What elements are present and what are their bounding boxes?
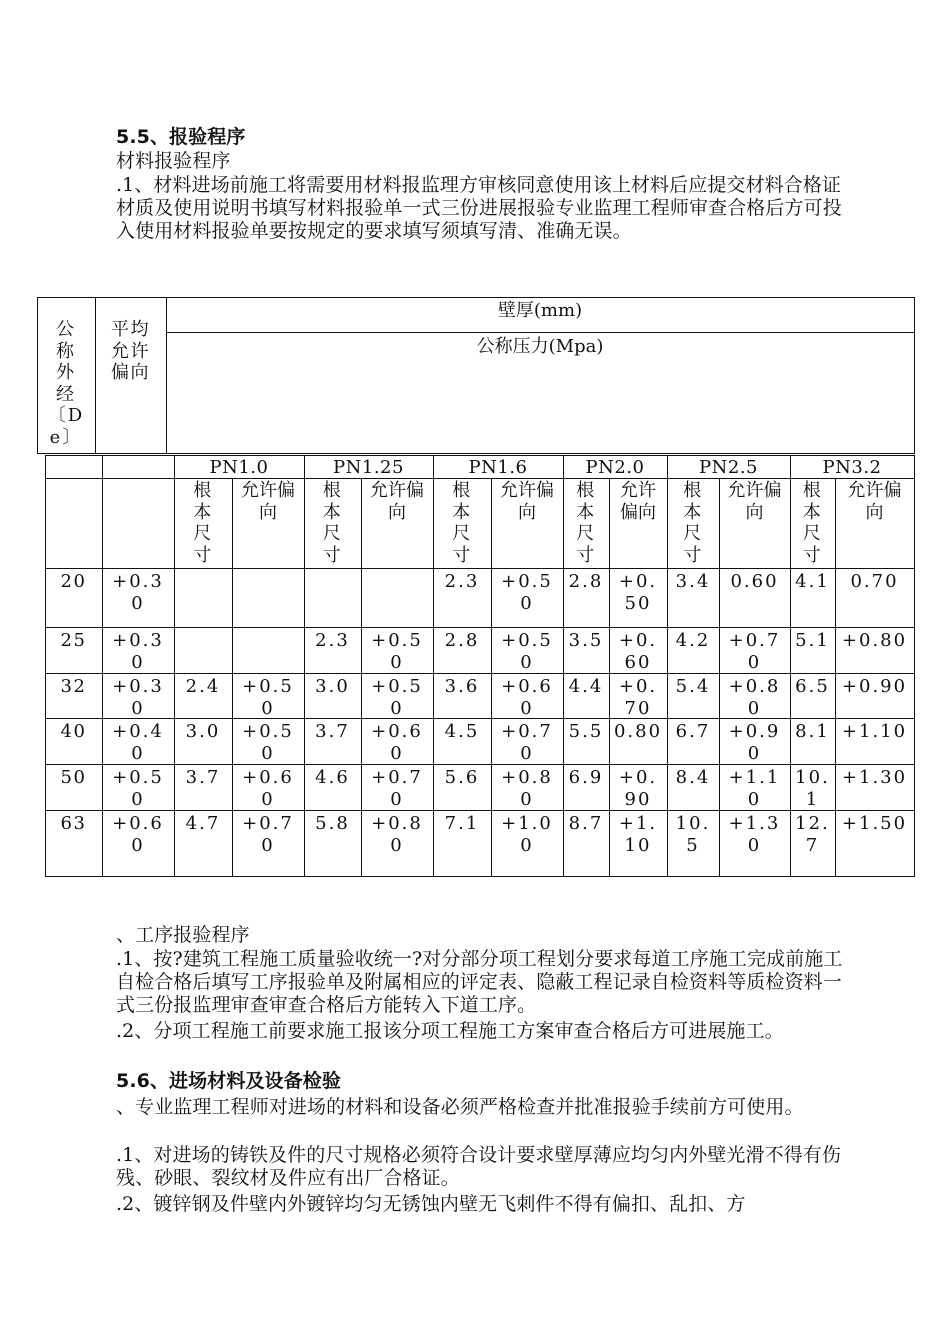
- table-cell-deviation: +0.70: [242, 813, 294, 856]
- table-cell-avg-deviation: +0.50: [112, 767, 164, 810]
- pn-label: PN3.2: [822, 457, 882, 478]
- table-cell-deviation: +0.70: [728, 630, 781, 673]
- table-cell-size: 3.7: [185, 767, 221, 788]
- table-cell-deviation: +0.50: [242, 721, 294, 764]
- table-cell-size: 5.8: [315, 813, 350, 834]
- process-paragraph-2: .2、分项工程施工前要求施工报该分项工程施工方案审查合格后方可进展施工。: [116, 1020, 784, 1042]
- table-cell-size: 8.7: [568, 813, 604, 834]
- table-cell-deviation: +0.60: [501, 676, 553, 719]
- subheader-basic-size: 根本尺寸: [452, 480, 472, 566]
- table-cell-size: 4.4: [568, 676, 604, 697]
- table-cell-size: 7.1: [444, 813, 480, 834]
- table-cell-size: 10.5: [675, 813, 711, 856]
- table-cell-deviation: [232, 569, 304, 628]
- table-cell-deviation: +0.50: [371, 630, 423, 673]
- table-cell-deviation: +1.50: [841, 813, 908, 834]
- table-cell-deviation: [232, 628, 304, 674]
- table-cell-deviation: +0.80: [371, 813, 423, 856]
- table-cell-size: 2.4: [185, 676, 221, 697]
- table-cell-deviation: 0.70: [850, 571, 899, 592]
- table-cell-avg-deviation: +0.30: [112, 630, 164, 673]
- table-cell-size: 4.7: [185, 813, 221, 834]
- table-cell-deviation: +0.50: [618, 571, 658, 614]
- table-cell-size: 4.2: [675, 630, 711, 651]
- table-border: [166, 332, 915, 333]
- table-cell-od: 40: [60, 721, 87, 742]
- table-cell-size: 5.6: [444, 767, 480, 788]
- table-cell-deviation: +0.70: [501, 721, 553, 764]
- table-cell-deviation: +0.60: [618, 630, 658, 673]
- table-cell-deviation: +0.50: [501, 571, 553, 614]
- pn-label: PN2.0: [585, 457, 645, 478]
- table-cell-deviation: [361, 569, 433, 628]
- table-border: [95, 297, 96, 453]
- table-cell-size: 6.5: [795, 676, 830, 697]
- table-cell-deviation: +0.80: [728, 676, 781, 719]
- table-cell-size: 4.1: [795, 571, 830, 592]
- table-cell-deviation: +1.30: [841, 767, 908, 788]
- subheader-basic-size: 根本尺寸: [683, 480, 703, 566]
- table-cell-deviation: +0.80: [841, 630, 908, 651]
- subheader-allowed-deviation: 允许偏向: [847, 480, 902, 523]
- table-cell-size: 3.7: [315, 721, 350, 742]
- equipment-paragraph-2: .2、镀锌钢及件壁内外镀锌均匀无锈蚀内壁无飞刺件不得有偏扣、乱扣、方: [116, 1193, 746, 1215]
- table-cell-od: 63: [60, 813, 87, 834]
- subheader-allowed-deviation: 允许偏向: [370, 480, 424, 523]
- table-cell-size: [174, 569, 232, 628]
- pn-label: PN1.6: [468, 457, 528, 478]
- table-cell-deviation: +1.10: [618, 813, 658, 856]
- table-cell-size: 8.1: [795, 721, 830, 742]
- table-cell-size: 5.5: [568, 721, 604, 742]
- table-cell-size: 5.1: [795, 630, 830, 651]
- pn-label: PN1.25: [333, 457, 404, 478]
- table-cell-size: 3.6: [444, 676, 480, 697]
- subheading-material-inspection: 材料报验程序: [116, 150, 231, 172]
- header-average-deviation: 平均允许偏向: [111, 319, 150, 383]
- table-cell-size: 2.8: [568, 571, 604, 592]
- table-cell-deviation: +0.90: [618, 767, 658, 810]
- table-cell-deviation: +0.60: [371, 721, 423, 764]
- table-cell-size: 12.7: [795, 813, 830, 856]
- table-cell-deviation: +0.70: [371, 767, 423, 810]
- table-cell-deviation: +1.00: [501, 813, 553, 856]
- subheader-basic-size: 根本尺寸: [576, 480, 596, 566]
- header-nominal-pressure: 公称压力(Mpa): [476, 336, 604, 357]
- table-cell-deviation: +1.10: [841, 721, 908, 742]
- equipment-paragraph-1: .1、对进场的铸铁及件的尺寸规格必须符合设计要求壁厚薄应均匀内外壁光滑不得有伤残、砂眼、裂纹材及件应有出厂合格证。: [116, 1144, 842, 1189]
- table-cell-deviation: +0.50: [242, 676, 294, 719]
- table-cell-size: 3.0: [185, 721, 221, 742]
- table-cell-od: 32: [60, 676, 87, 697]
- pn-label: PN2.5: [699, 457, 758, 478]
- table-cell-deviation: +0.90: [841, 676, 908, 697]
- table-border: [914, 297, 915, 453]
- table-cell-size: [174, 628, 232, 674]
- process-inspection-title: 、工序报验程序: [116, 924, 250, 946]
- table-cell-avg-deviation: +0.30: [112, 571, 164, 614]
- table-cell-size: 8.4: [675, 767, 711, 788]
- subheader-allowed-deviation: 允许偏向: [241, 480, 295, 523]
- table-cell-size: 6.9: [568, 767, 604, 788]
- table-cell-deviation: 0.80: [613, 721, 663, 742]
- table-cell-deviation: +0.50: [501, 630, 553, 673]
- subheader-allowed-deviation: 允许偏向: [500, 480, 554, 523]
- table-cell-size: 3.4: [675, 571, 711, 592]
- table-cell-size: 2.3: [444, 571, 480, 592]
- table-cell-size: 6.7: [675, 721, 711, 742]
- subheader-basic-size: 根本尺寸: [193, 480, 213, 566]
- table-cell-deviation: +1.10: [728, 767, 781, 810]
- table-cell-deviation: +0.50: [371, 676, 423, 719]
- table-cell-size: 4.6: [315, 767, 350, 788]
- table-cell-avg-deviation: +0.40: [112, 721, 164, 764]
- table-cell-size: 10.1: [795, 767, 830, 810]
- table-cell-size: 4.5: [444, 721, 480, 742]
- header-nominal-od: 公称外经〔De〕: [47, 319, 85, 448]
- table-cell-od: 25: [60, 630, 87, 651]
- section-heading-5-5: 5.5、报验程序: [116, 126, 246, 148]
- table-cell-size: 2.8: [444, 630, 480, 651]
- table-cell-avg-deviation: +0.60: [112, 813, 164, 856]
- table-cell-od: 20: [60, 571, 87, 592]
- table-cell-size: 3.5: [568, 630, 604, 651]
- table-cell-deviation: 0.60: [730, 571, 779, 592]
- equipment-paragraph-0: 、专业监理工程师对进场的材料和设备必须严格检查并批准报验手续前方可使用。: [116, 1096, 804, 1118]
- table-cell-deviation: +0.80: [501, 767, 553, 810]
- table-cell-size: [304, 569, 361, 628]
- table-column-border: [914, 455, 915, 876]
- process-paragraph-1: .1、按?建筑工程施工质量验收统一?对分部分项工程划分要求每道工序施工完成前施工自检合格后填写工序报验单及附属相应的评定表、隐蔽工程记录自检资料等质检资料一式三份报监理审查审查合格后方能转入下道工序。: [116, 948, 843, 1016]
- table-cell-size: 2.3: [315, 630, 350, 651]
- table-cell-deviation: +0.70: [618, 676, 658, 719]
- table-cell-avg-deviation: +0.30: [112, 676, 164, 719]
- table-cell-size: 5.4: [675, 676, 711, 697]
- section-heading-5-6: 5.6、进场材料及设备检验: [116, 1070, 341, 1092]
- table-cell-deviation: +1.30: [728, 813, 781, 856]
- table-cell-size: 3.0: [315, 676, 350, 697]
- table-cell-deviation: +0.60: [242, 767, 294, 810]
- subheader-basic-size: 根本尺寸: [802, 480, 823, 566]
- table-cell-deviation: +0.90: [728, 721, 781, 764]
- pn-label: PN1.0: [209, 457, 269, 478]
- paragraph-material-inspection: .1、材料进场前施工将需要用材料报监理方审核同意使用该上材料后应提交材料合格证材质及使用说明书填写材料报验单一式三份进展报验专业监理工程师审查合格后方可投入使用材料报验单要按规定的要求填写须填写清、准确无误。: [116, 174, 842, 242]
- table-border: [37, 297, 38, 453]
- subheader-allowed-deviation: 允许偏向: [620, 480, 656, 523]
- subheader-allowed-deviation: 允许偏向: [727, 480, 782, 523]
- subheader-basic-size: 根本尺寸: [322, 480, 343, 566]
- table-border: [37, 453, 915, 454]
- header-wall-thickness: 壁厚(mm): [497, 300, 583, 321]
- table-cell-od: 50: [60, 767, 87, 788]
